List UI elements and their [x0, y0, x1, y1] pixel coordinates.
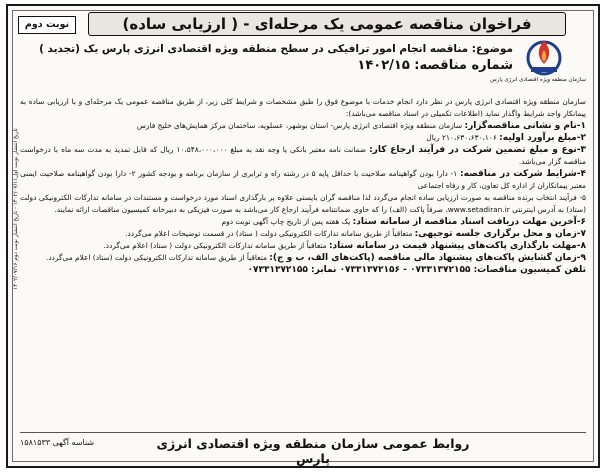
notice-frame: [6, 4, 600, 468]
intro-paragraph: سازمان منطقه ویژه اقتصادی انرژی پارس در نظر دارد انجام خدمات با موضوع فوق را طبق مشخصات و شرایط کلی زیر، از طریق مناقصه عمومی یک مرحله‌ای و با ارزیابی ساده به پیمانکار واجد شرایط واگذار نماید (اطلاعات تکمیلی در اسناد مناقصه می‌باشد):: [20, 97, 586, 118]
print-dates: تاریخ انتشار نوبت اول۱۴۰۲/۰۷/۱۱ - تاریخ انتشار نوبت دوم ۱۴۰۲/۰۷/۱۶: [13, 128, 19, 290]
item-7-text: متعاقباً از طریق سامانه تدارکات الکترونیکی دولت ( ستاد) در قسمت توضیحات اعلام می‌گردد.: [125, 229, 415, 238]
ad-id: شناسه آگهی ۱۵۸۱۵۳۳: [20, 438, 95, 447]
print-dates-strip: [6, 66, 19, 366]
footer-divider: [20, 432, 586, 433]
notice-subject: موضوع: مناقصه انجام امور ترافیکی در سطح منطقه ویژه اقتصادی انرژی پارس یک (تجدید ): [39, 43, 513, 55]
item-9-text: متعاقباً از طریق سامانه تدارکات الکترونیکی دولت (ستاد) اعلام می‌گردد.: [46, 253, 270, 262]
item-1: [20, 120, 586, 132]
item-5: ۵- فرآیند انتخاب برنده مناقصه به صورت ارزیابی ساده انجام می‌گردد لذا مناقصه گران بایستی علاوه بر بارگذاری اسناد مورد درخواست و مستندات در سامانه تدارکات الکترونیکی دولت (ستاد) به آدرس اینترنتی www.setadiran.ir، صرفاً پاکت (الف) را که حاوی ضمانتنامه فرآیند ارجاع کار می‌باشد به صورت فیزیکی به دبیرخانه کمیسیون مناقصات ارائه نمایند.: [20, 193, 586, 214]
item-7-head: ۷-زمان و محل برگزاری جلسه توجیهی:: [414, 229, 586, 239]
item-9-head: ۹-زمان گشایش پاکت‌های پیشنهاد مالی مناقصه (پاکت‌های الف، ب و ج):: [269, 253, 586, 263]
item-8-head: ۸-مهلت بارگذاری پاکت‌های پیشنهاد قیمت در سامانه ستاد:: [328, 241, 586, 251]
tender-number: شماره مناقصه: ۱۴۰۲/۱۵: [357, 58, 513, 73]
flame-logo-icon: [521, 36, 567, 76]
item-1-text: سازمان منطقه ویژه اقتصادی انرژی پارس- استان بوشهر، عسلویه، ساختمان مرکز همایش‌های خلیج فارس: [136, 121, 465, 130]
round-badge: نوبت دوم: [18, 16, 76, 34]
item-4: [20, 168, 586, 192]
item-6: [20, 216, 586, 228]
item-2-text: ۲۱۰،۶۳۰،۶۳۰،۱۰۶ ریال: [426, 133, 500, 142]
item-9: [20, 252, 586, 264]
notice-title: فراخوان مناقصه عمومی یک مرحله‌ای - ( ارزیابی ساده): [88, 12, 566, 36]
item-3: [20, 144, 586, 168]
item-4-head: ۴-شرایط شرکت در مناقصه:: [460, 169, 586, 179]
item-2: [20, 132, 586, 144]
item-8: [20, 240, 586, 252]
item-4-text: ۱- دارا بودن گواهینامه صلاحیت با حداقل پایه ۵ در رشته راه و ترابری از سازمان برنامه و بودجه کشور ۲- دارا بودن گواهینامه صلاحیت ایمنی معتبر پیمانکاران از اداره کل تعاون، کار و رفاه اجتماعی: [20, 169, 586, 190]
org-logo: [490, 36, 586, 92]
logo-caption: سازمان منطقه ویژه اقتصادی انرژی پارس: [490, 77, 586, 83]
item-3-text: ضمانت نامه معتبر بانکی یا وجه نقد به مبلغ ۱۰،۵۴۸،۰۰۰،۰۰۰ ریال که قابل تمدید به مدت سه ماه با درخواست مناقصه گزار می‌باشد.: [20, 145, 586, 166]
item-7: [20, 228, 586, 240]
item-6-head: ۶-آخرین مهلت دریافت اسناد مناقصه از سامانه ستاد:: [352, 217, 586, 227]
contact-line: تلفن کمیسیون مناقصات: ۰۷۳۳۱۳۷۲۱۵۵ - ۰۷۳۳۱۳۷۲۱۵۶ نمابر: ۰۷۳۳۱۳۷۲۱۵۵: [247, 265, 586, 275]
item-3-head: ۳-نوع و مبلغ تضمین شرکت در فرآیند ارجاع کار:: [369, 145, 587, 155]
footer-title: روابط عمومی سازمان منطقه ویژه اقتصادی انرژی پارس: [156, 436, 470, 466]
item-2-head: ۲-مبلغ برآورد اولیه:: [499, 133, 586, 143]
item-6-text: یک هفته پس از تاریخ چاپ آگهی نوبت دوم: [221, 217, 353, 226]
item-1-head: ۱-نام و نشانی مناقصه‌گزار:: [464, 121, 586, 131]
notice-body: [20, 96, 586, 276]
item-8-text: متعاقباً از طریق سامانه تدارکات الکترونیکی دولت ( ستاد) اعلام می‌گردد.: [103, 241, 329, 250]
